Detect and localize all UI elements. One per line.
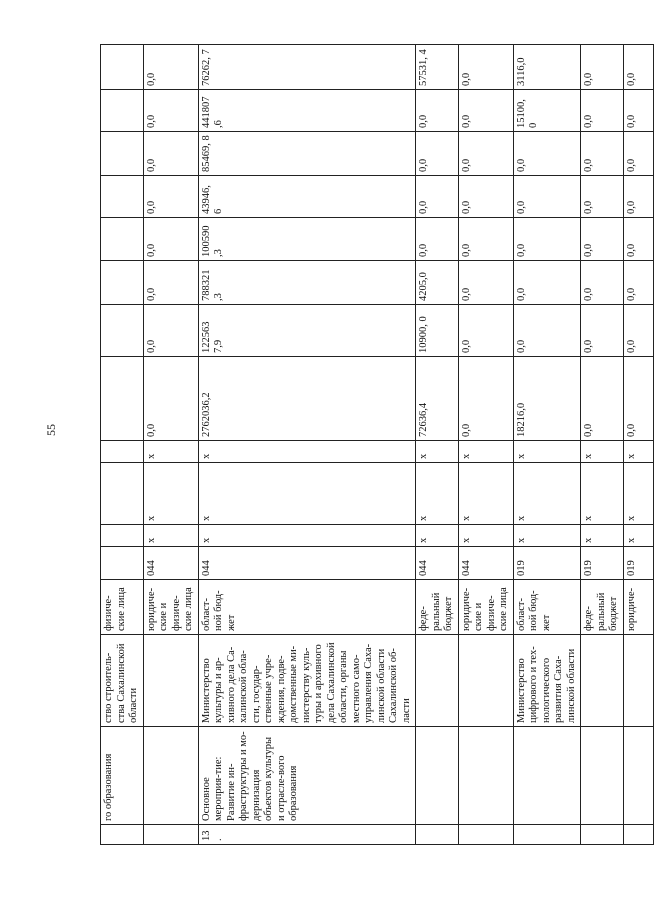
funding-source-cell: юридиче-ские и физиче-ские лица [143, 580, 198, 635]
amount-cell: 0,0 [143, 218, 198, 261]
budget-code-cell: 044 [416, 547, 459, 580]
amount-cell: 57531, 4 [416, 45, 459, 90]
amount-cell: 18216,0 [513, 357, 581, 441]
amount-cell: 0,0 [513, 176, 581, 218]
activity-name-cell [581, 727, 624, 825]
x-cell: x [143, 463, 198, 525]
budget-code-cell: 044 [143, 547, 198, 580]
x-cell: x [513, 525, 581, 547]
amount-cell [101, 218, 144, 261]
amount-cell: 0,0 [581, 357, 624, 441]
funding-source-cell: феде-ральный бюджет [416, 580, 459, 635]
executor-cell [416, 635, 459, 727]
table-row [416, 45, 459, 845]
executor-cell: Министерство культуры и ар-хивного дела Са-халинской обла-сти, государ-ственные учре-ждения, подве-домственные ми-нистерству куль-туры и архивного дела Сахалинской области, органы местного само-управления Саха-линской области Сахалинской об-ласти [198, 635, 416, 727]
budget-code-cell: 019 [513, 547, 581, 580]
amount-cell: 4205,0 [416, 261, 459, 305]
activity-name-cell [416, 727, 459, 825]
x-cell [101, 441, 144, 463]
row-number-cell [458, 825, 513, 845]
amount-cell: 0,0 [416, 90, 459, 132]
x-cell: x [198, 463, 416, 525]
x-cell [101, 463, 144, 525]
x-cell: x [458, 525, 513, 547]
x-cell: x [581, 463, 624, 525]
table-row [581, 45, 624, 845]
x-cell: x [198, 525, 416, 547]
x-cell: x [143, 525, 198, 547]
x-cell [101, 525, 144, 547]
page-number: 55 [44, 424, 58, 436]
row-number-cell [581, 825, 624, 845]
amount-cell: 0,0 [581, 261, 624, 305]
table-row [623, 45, 653, 845]
amount-cell: 0,0 [623, 132, 653, 176]
row-number-cell [101, 825, 144, 845]
amount-cell: 0,0 [143, 90, 198, 132]
amount-cell: 441807 ,6 [198, 90, 416, 132]
amount-cell: 788321 ,3 [198, 261, 416, 305]
amount-cell: 0,0 [143, 132, 198, 176]
amount-cell: 0,0 [623, 218, 653, 261]
row-number-cell: 13. [198, 825, 416, 845]
amount-cell: 0,0 [458, 261, 513, 305]
amount-cell: 0,0 [581, 45, 624, 90]
executor-cell: ство строитель-ства Сахалинской области [101, 635, 144, 727]
amount-cell: 0,0 [458, 45, 513, 90]
amount-cell: 0,0 [513, 305, 581, 357]
activity-name-cell [143, 727, 198, 825]
amount-cell: 0,0 [458, 176, 513, 218]
amount-cell: 0,0 [623, 261, 653, 305]
amount-cell [101, 45, 144, 90]
amount-cell: 0,0 [513, 132, 581, 176]
amount-cell: 0,0 [623, 45, 653, 90]
executor-cell [458, 635, 513, 727]
executor-cell [581, 635, 624, 727]
budget-code-cell: 044 [198, 547, 416, 580]
amount-cell: 72636,4 [416, 357, 459, 441]
budget-code-cell: 019 [581, 547, 624, 580]
executor-cell [143, 635, 198, 727]
x-cell: x [416, 463, 459, 525]
x-cell: x [513, 441, 581, 463]
amount-cell [101, 176, 144, 218]
amount-cell: 0,0 [458, 218, 513, 261]
activity-name-cell: го образования [101, 727, 144, 825]
x-cell: x [416, 525, 459, 547]
table-row [143, 45, 198, 845]
funding-source-cell: област-ной бюд-жет [198, 580, 416, 635]
x-cell: x [581, 525, 624, 547]
amount-cell: 0,0 [143, 261, 198, 305]
amount-cell [101, 90, 144, 132]
amount-cell: 0,0 [143, 176, 198, 218]
row-number-cell [623, 825, 653, 845]
amount-cell: 0,0 [623, 305, 653, 357]
amount-cell [101, 132, 144, 176]
activity-name-cell [623, 727, 653, 825]
amount-cell: 3116,0 [513, 45, 581, 90]
amount-cell: 2762036,2 [198, 357, 416, 441]
amount-cell: 0,0 [623, 357, 653, 441]
activity-name-cell: Основное мероприя-тие: Развитие ин-фраструктуры и мо-дернизация объектов культуры и отрасле-вого образования [198, 727, 416, 825]
amount-cell: 85469, 8 [198, 132, 416, 176]
amount-cell: 100590 ,3 [198, 218, 416, 261]
budget-code-cell [101, 547, 144, 580]
amount-cell [101, 261, 144, 305]
amount-cell: 0,0 [581, 305, 624, 357]
budget-table-frame [100, 45, 637, 845]
funding-source-cell: феде-ральный бюджет [581, 580, 624, 635]
row-number-cell [416, 825, 459, 845]
amount-cell: 0,0 [416, 176, 459, 218]
x-cell: x [198, 441, 416, 463]
activity-name-cell [458, 727, 513, 825]
amount-cell: 0,0 [623, 90, 653, 132]
amount-cell: 0,0 [143, 305, 198, 357]
amount-cell: 43946, 6 [198, 176, 416, 218]
rotated-table-scan [100, 45, 637, 845]
amount-cell: 0,0 [143, 357, 198, 441]
amount-cell: 15100, 0 [513, 90, 581, 132]
table-row [101, 45, 144, 845]
x-cell: x [513, 463, 581, 525]
table-row [198, 45, 416, 845]
executor-cell [623, 635, 653, 727]
executor-cell: Министерство цифрового и тех-нологического развития Саха-линской области [513, 635, 581, 727]
activity-name-cell [513, 727, 581, 825]
x-cell: x [623, 525, 653, 547]
x-cell: x [143, 441, 198, 463]
x-cell: x [623, 441, 653, 463]
row-number-cell [513, 825, 581, 845]
x-cell: x [623, 463, 653, 525]
amount-cell: 10900, 0 [416, 305, 459, 357]
x-cell: x [416, 441, 459, 463]
amount-cell: 0,0 [458, 132, 513, 176]
amount-cell: 0,0 [581, 90, 624, 132]
budget-code-cell: 044 [458, 547, 513, 580]
amount-cell: 0,0 [416, 218, 459, 261]
funding-source-cell: юридиче- [623, 580, 653, 635]
amount-cell: 76262, 7 [198, 45, 416, 90]
amount-cell: 0,0 [416, 132, 459, 176]
amount-cell: 122563 7,9 [198, 305, 416, 357]
amount-cell: 0,0 [513, 261, 581, 305]
amount-cell: 0,0 [581, 176, 624, 218]
funding-source-cell: физиче-ские лица [101, 580, 144, 635]
amount-cell: 0,0 [581, 132, 624, 176]
amount-cell: 0,0 [623, 176, 653, 218]
funding-source-cell: област-ной бюд-жет [513, 580, 581, 635]
x-cell: x [581, 441, 624, 463]
amount-cell: 0,0 [513, 218, 581, 261]
amount-cell [101, 305, 144, 357]
amount-cell [101, 357, 144, 441]
amount-cell: 0,0 [458, 90, 513, 132]
x-cell: x [458, 463, 513, 525]
table-row [458, 45, 513, 845]
x-cell: x [458, 441, 513, 463]
amount-cell: 0,0 [581, 218, 624, 261]
funding-source-cell: юридиче-ские и физиче-ские лица [458, 580, 513, 635]
table-row [513, 45, 581, 845]
amount-cell: 0,0 [143, 45, 198, 90]
row-number-cell [143, 825, 198, 845]
amount-cell: 0,0 [458, 357, 513, 441]
budget-code-cell: 019 [623, 547, 653, 580]
amount-cell: 0,0 [458, 305, 513, 357]
budget-table [100, 44, 654, 845]
